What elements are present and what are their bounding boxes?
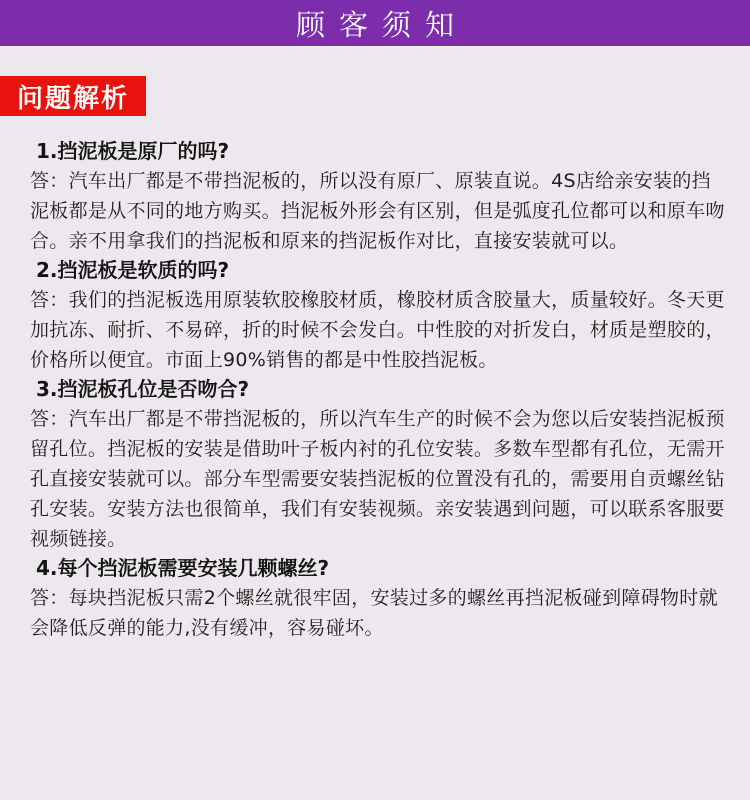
- question-1: 1.挡泥板是原厂的吗?: [36, 139, 230, 163]
- answer-1: 答：汽车出厂都是不带挡泥板的，所以没有原厂、原装直说。4S店给亲安装的挡泥板都是从不同的地方购买。挡泥板外形会有区别，但是弧度孔位都可以和原车吻合。亲不用拿我们的挡泥板和原来的挡泥板作对比，直接安装就可以。: [30, 170, 725, 252]
- question-4: 4.每个挡泥板需要安装几颗螺丝?: [36, 556, 330, 580]
- page-title: 顾客须知: [295, 7, 468, 42]
- answer-4: 答：每块挡泥板只需2个螺丝就很牢固，安装过多的螺丝再挡泥板碰到障碍物时就会降低反弹的能力,没有缓冲，容易碰坏。: [30, 587, 718, 639]
- answer-2: 答：我们的挡泥板选用原装软胶橡胶材质，橡胶材质含胶量大，质量较好。冬天更加抗冻、耐折、不易碎，折的时候不会发白。中性胶的对折发白，材质是塑胶的，价格所以便宜。市面上90%销售的都是中性胶挡泥板。: [30, 289, 725, 371]
- section-label: 问题解析: [16, 83, 129, 114]
- header-banner: [0, 0, 750, 46]
- qa-list: [30, 137, 730, 643]
- answer-3: 答：汽车出厂都是不带挡泥板的，所以汽车生产的时候不会为您以后安装挡泥板预留孔位。挡泥板的安装是借助叶子板内衬的孔位安装。多数车型都有孔位，无需开孔直接安装就可以。部分车型需要安装挡泥板的位置没有孔的，需要用自贡螺丝钻孔安装。安装方法也很简单，我们有安装视频。亲安装遇到问题，可以联系客服要视频链接。: [30, 408, 725, 550]
- section-tag: [0, 76, 146, 116]
- qa-item: [30, 375, 730, 554]
- qa-item: [30, 137, 730, 256]
- question-3: 3.挡泥板孔位是否吻合?: [36, 377, 250, 401]
- question-2: 2.挡泥板是软质的吗?: [36, 258, 230, 282]
- qa-item: [30, 256, 730, 375]
- qa-item: [30, 554, 730, 643]
